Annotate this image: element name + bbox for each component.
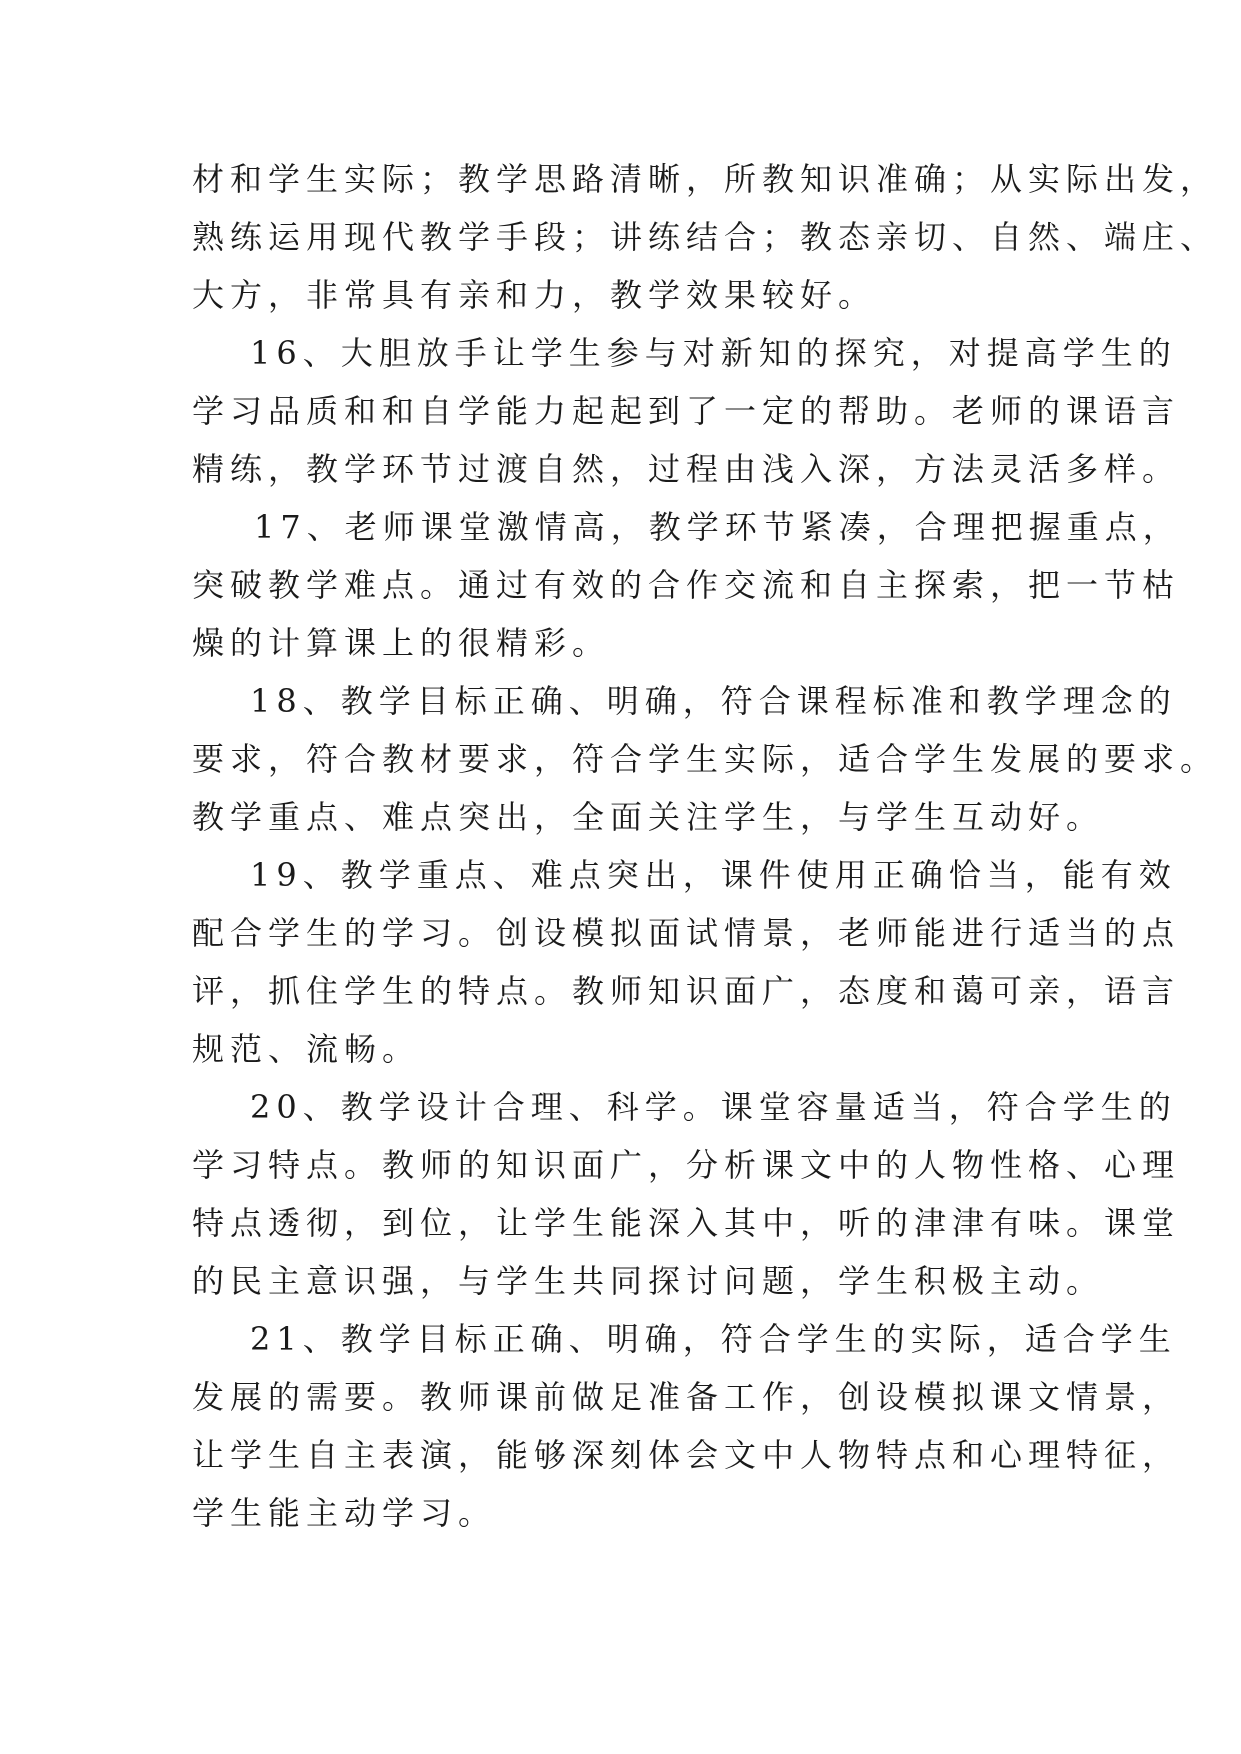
text-line: 18、教学目标正确、明确，符合课程标准和教学理念的 [250, 682, 1177, 720]
paragraph-19 [192, 846, 1181, 1078]
text-line: 的民主意识强，与学生共同探讨问题，学生积极主动。 [192, 1262, 1105, 1300]
text-line: 大方，非常具有亲和力，教学效果较好。 [192, 276, 877, 314]
text-line: 评，抓住学生的特点。教师知识面广，态度和蔼可亲，语言 [192, 972, 1181, 1010]
text-line: 学习特点。教师的知识面广，分析课文中的人物性格、心理 [192, 1146, 1181, 1184]
text-line: 发展的需要。教师课前做足准备工作，创设模拟课文情景， [192, 1378, 1181, 1416]
text-line: 21、教学目标正确、明确，符合学生的实际，适合学生 [250, 1320, 1177, 1358]
paragraph-15-continuation [192, 150, 1219, 324]
text-line: 配合学生的学习。创设模拟面试情景，老师能进行适当的点 [192, 914, 1181, 952]
text-line: 20、教学设计合理、科学。课堂容量适当，符合学生的 [250, 1088, 1177, 1126]
text-line: 燥的计算课上的很精彩。 [192, 624, 611, 662]
paragraph-16 [192, 324, 1181, 498]
text-line: 特点透彻，到位，让学生能深入其中，听的津津有味。课堂 [192, 1204, 1181, 1242]
text-line: 16、大胆放手让学生参与对新知的探究，对提高学生的 [250, 334, 1177, 372]
text-line: 19、教学重点、难点突出，课件使用正确恰当，能有效 [250, 856, 1177, 894]
text-line: 精练，教学环节过渡自然，过程由浅入深，方法灵活多样。 [192, 450, 1181, 488]
text-line: 让学生自主表演，能够深刻体会文中人物特点和心理特征， [192, 1436, 1181, 1474]
text-line: 材和学生实际；教学思路清晰，所教知识准确；从实际出发， [192, 160, 1219, 198]
paragraph-20 [192, 1078, 1181, 1310]
paragraph-18 [192, 672, 1219, 846]
text-line: 熟练运用现代教学手段；讲练结合；教态亲切、自然、端庄、 [192, 218, 1219, 256]
text-line: 突破教学难点。通过有效的合作交流和自主探索，把一节枯 [192, 566, 1181, 604]
text-line: 学习品质和和自学能力起起到了一定的帮助。老师的课语言 [192, 392, 1181, 430]
paragraph-21 [192, 1310, 1181, 1542]
body-text [192, 150, 1219, 1542]
text-line: 17、老师课堂激情高，教学环节紧凑，合理把握重点， [254, 508, 1181, 546]
text-line: 要求，符合教材要求，符合学生实际，适合学生发展的要求。 [192, 740, 1219, 778]
text-line: 学生能主动学习。 [192, 1494, 497, 1532]
text-line: 规范、流畅。 [192, 1030, 421, 1068]
paragraph-17 [192, 498, 1181, 672]
text-line: 教学重点、难点突出，全面关注学生，与学生互动好。 [192, 798, 1105, 836]
